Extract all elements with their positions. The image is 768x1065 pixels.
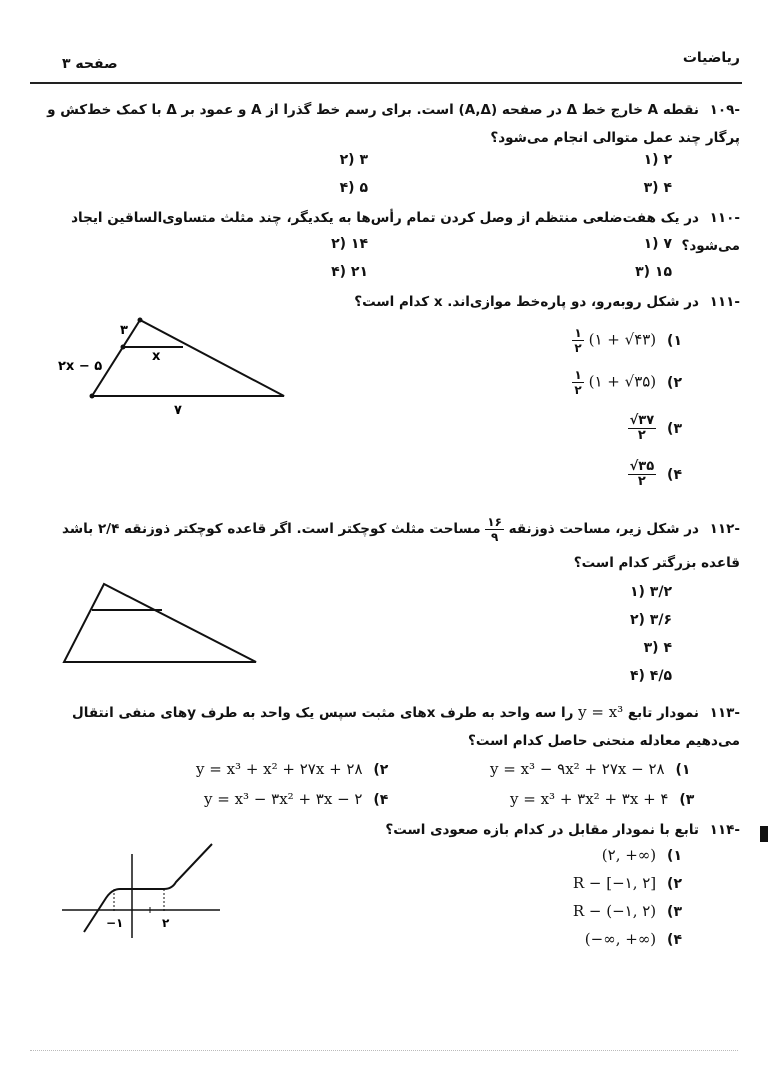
function-expression: y = x³: [578, 703, 624, 721]
equation: y = x³ + x² + ۲۷x + ۲۸: [196, 760, 363, 778]
denominator: ۲: [637, 428, 646, 443]
subject-title: ریاضیات: [682, 50, 740, 66]
option-2[interactable]: ۱۴ (۲: [331, 236, 368, 252]
question-number: -۱۱۳: [709, 705, 740, 721]
option-3[interactable]: [540, 902, 682, 920]
expression: (۱ + √۳۵): [588, 372, 657, 391]
question-113: [40, 698, 740, 755]
option-1[interactable]: [490, 760, 690, 778]
numerator: ۱: [574, 368, 582, 382]
option-1[interactable]: ۲ (۱: [643, 152, 672, 168]
fraction: [572, 326, 583, 355]
option-index: (۲: [667, 876, 682, 892]
fraction: [485, 515, 504, 544]
option-index: (۳: [679, 792, 695, 808]
label-side: ۲x − ۵: [58, 359, 103, 374]
option-4[interactable]: ۴/۵ (۴: [629, 668, 672, 684]
option-2[interactable]: [552, 368, 682, 397]
option-index: (۴: [667, 466, 682, 483]
option-index: (۳: [667, 904, 682, 920]
numerator: √۳۷: [629, 413, 655, 428]
option-index: (۲: [373, 762, 389, 778]
option-index: (۱: [667, 332, 682, 349]
question-number: -۱۱۱: [709, 294, 740, 310]
denominator: ۲: [574, 341, 582, 355]
denominator: ۲: [637, 474, 646, 489]
question-112: [40, 512, 740, 580]
option-3[interactable]: [510, 790, 694, 808]
footer-dots: [30, 1050, 738, 1051]
option-index: (۱: [675, 762, 691, 778]
option-index: (۲: [667, 374, 682, 391]
question-text: تابع با نمودار مقابل در کدام بازه صعودی است؟: [385, 822, 699, 838]
fraction: [628, 414, 657, 443]
option-2[interactable]: [540, 874, 682, 892]
question-text-b: مساحت مثلث کوچکتر است. اگر قاعده کوچکتر ذوزنقه ۲/۴ باشد قاعده بزرگتر کدام است؟: [62, 521, 740, 571]
question-109: [40, 96, 740, 152]
fraction: [628, 460, 657, 489]
function-graph: [62, 840, 232, 940]
option-index: (۴: [667, 932, 682, 948]
option-4[interactable]: [552, 460, 682, 489]
interval: (۲, +∞): [601, 846, 657, 864]
option-4[interactable]: ۵ (۴: [339, 180, 368, 196]
numerator: √۳۵: [629, 459, 655, 474]
triangle-figure: [48, 312, 298, 422]
denominator: ۲: [574, 383, 582, 397]
page-number: صفحه ۳: [62, 56, 118, 72]
option-3[interactable]: ۱۵ (۳: [635, 264, 672, 280]
option-1[interactable]: [552, 326, 682, 355]
question-text: در شکل روبه‌رو، دو پاره‌خط موازی‌اند. x کدام است؟: [354, 294, 699, 310]
option-2[interactable]: ۳/۶ (۲: [629, 612, 672, 628]
option-index: (۳: [667, 420, 682, 437]
option-3[interactable]: ۴ (۳: [643, 640, 672, 656]
fraction: [572, 368, 583, 397]
question-110: [40, 204, 740, 260]
question-text: نقطه A خارج خط Δ در صفحه (A,Δ) است. برای رسم خط گذرا از A و عمود بر Δ با کمک خط‌کش و پرگار چند عمل متوالی انجام می‌شود؟: [47, 102, 740, 146]
question-text-b: را سه واحد به طرف xهای مثبت سپس یک واحد به طرف yهای منفی انتقال می‌دهیم معادله منحنی حاصل کدام است؟: [72, 705, 740, 749]
label-mid: x: [152, 349, 161, 364]
tick-right: ۲: [162, 916, 170, 930]
numerator: ۱: [574, 326, 582, 340]
question-number: -۱۱۴: [709, 822, 740, 838]
expression: (۱ + √۴۳): [588, 330, 657, 349]
interval: (−∞, +∞): [584, 930, 657, 948]
equation: y = x³ − ۹x² + ۲۷x − ۲۸: [490, 760, 665, 778]
option-4[interactable]: [204, 790, 388, 808]
equation: y = x³ − ۳x² + ۳x − ۲: [204, 790, 363, 808]
option-index: (۴: [373, 792, 389, 808]
interval: R − [−۱, ۲]: [572, 874, 657, 892]
numerator: ۱۶: [487, 514, 502, 529]
question-number: -۱۱۰: [709, 210, 740, 226]
option-3[interactable]: [552, 414, 682, 443]
question-number: -۱۱۲: [709, 521, 740, 537]
option-1[interactable]: ۳/۲ (۱: [629, 584, 672, 600]
option-index: (۱: [667, 848, 682, 864]
interval: R − (−۱, ۲): [572, 902, 657, 920]
option-3[interactable]: ۴ (۳: [643, 180, 672, 196]
question-number: -۱۰۹: [709, 102, 740, 118]
option-1[interactable]: ۷ (۱: [643, 236, 672, 252]
option-4[interactable]: [540, 930, 682, 948]
question-text-a: نمودار تابع: [627, 705, 699, 721]
margin-mark: [760, 826, 768, 842]
trapezoid-figure: [56, 578, 266, 668]
tick-left: −۱: [106, 916, 124, 930]
function-curve: [84, 844, 212, 932]
option-1[interactable]: [560, 846, 682, 864]
question-text-a: در شکل زیر، مساحت ذوزنقه: [508, 521, 699, 537]
label-top: ۳: [120, 323, 128, 338]
option-4[interactable]: ۲۱ (۴: [331, 264, 368, 280]
equation: y = x³ + ۳x² + ۳x + ۴: [510, 790, 669, 808]
denominator: ۹: [490, 529, 499, 544]
question-text: در یک هفت‌ضلعی منتظم از وصل کردن تمام رأس‌ها به یکدیگر، چند مثلث متساوی‌الساقین ایجاد می‌شود؟: [71, 210, 740, 254]
label-base: ۷: [174, 403, 182, 418]
header-rule: [30, 82, 742, 84]
option-2[interactable]: ۳ (۲: [339, 152, 368, 168]
option-2[interactable]: [196, 760, 388, 778]
